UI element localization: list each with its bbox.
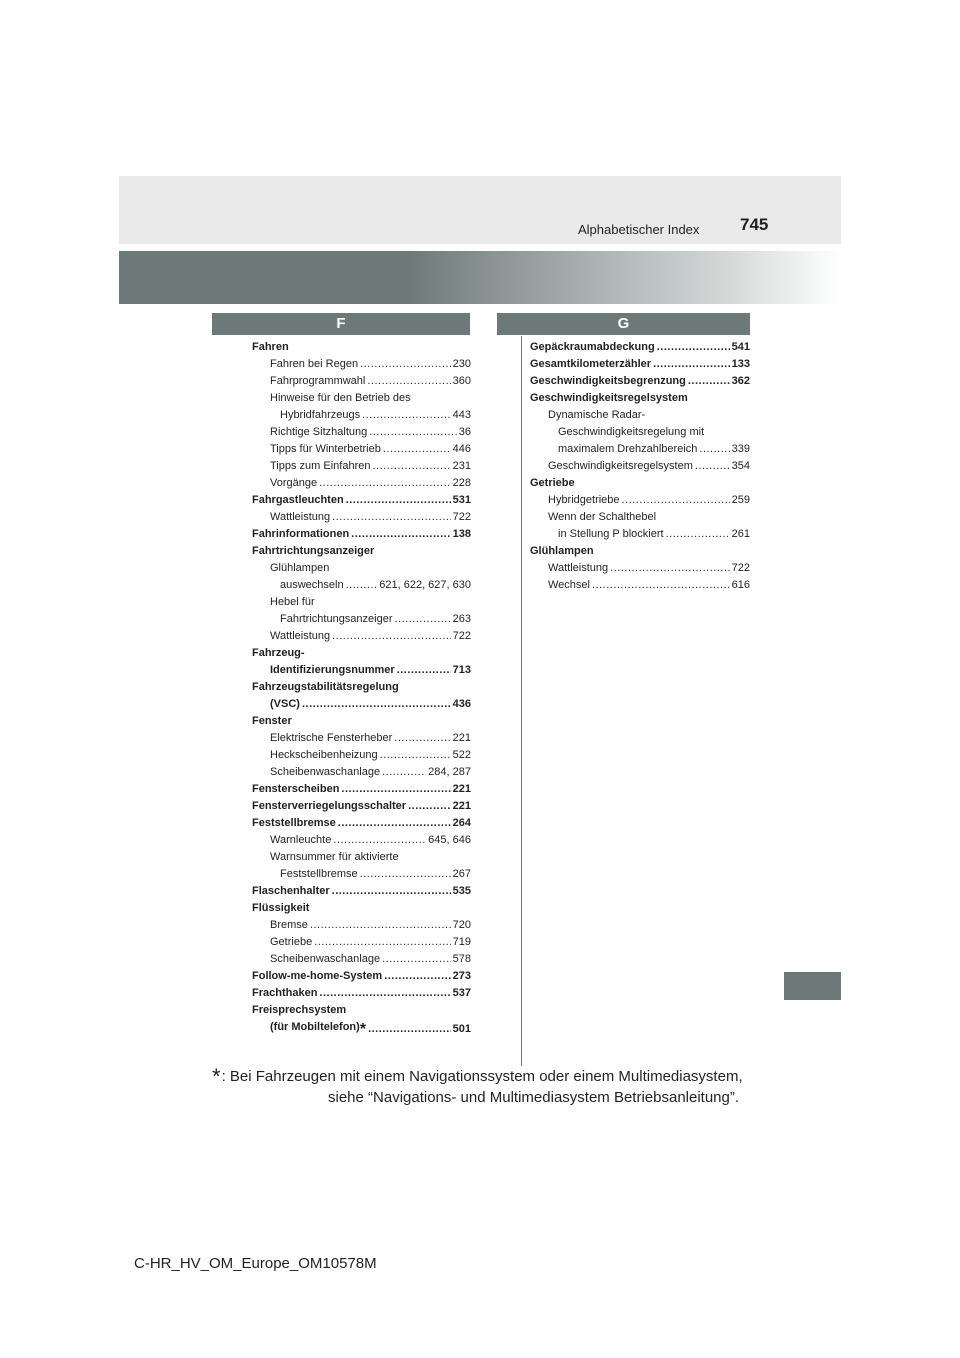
leader-dots	[332, 628, 451, 645]
index-entry	[252, 696, 471, 713]
index-term: (für Mobiltelefon)*	[270, 1021, 367, 1038]
index-entry	[252, 849, 471, 866]
index-term: Wattleistung	[548, 562, 609, 574]
index-entry	[530, 356, 750, 373]
leader-dots	[688, 373, 730, 390]
index-page-ref: 231	[452, 460, 471, 472]
section-tab-marker	[784, 972, 841, 1000]
index-term: Vorgänge	[270, 477, 318, 489]
index-page-ref: 720	[452, 919, 471, 931]
index-entry	[252, 662, 471, 679]
index-entry	[252, 985, 471, 1002]
index-entry	[252, 577, 471, 594]
index-entry	[252, 730, 471, 747]
leader-dots	[341, 781, 450, 798]
index-term: Geschwindigkeitsregelsystem	[548, 460, 693, 472]
leader-dots	[368, 1021, 451, 1038]
index-term: Wenn der Schalthebel	[548, 511, 657, 523]
index-page-ref: 531	[452, 494, 471, 506]
index-entry	[530, 373, 750, 390]
index-entry	[530, 526, 750, 543]
index-term: Wattleistung	[270, 630, 331, 642]
index-term: Wattleistung	[270, 511, 331, 523]
index-term: maximalem Drehzahlbereich	[558, 443, 698, 455]
index-entry	[252, 509, 471, 526]
index-term: Fahren bei Regen	[270, 358, 359, 370]
decorative-gradient-bar	[119, 251, 841, 304]
index-term: Fenster	[252, 715, 292, 727]
index-page-ref: 263	[452, 613, 471, 625]
index-term: Elektrische Fensterheber	[270, 732, 393, 744]
leader-dots	[346, 577, 378, 594]
index-term: (VSC)	[270, 698, 300, 710]
index-entry	[252, 628, 471, 645]
index-entry	[252, 781, 471, 798]
column-header-g: G	[497, 313, 750, 335]
index-entry	[252, 560, 471, 577]
index-page-ref: 616	[731, 579, 750, 591]
footnote	[212, 1066, 750, 1108]
index-page-ref: 138	[452, 528, 471, 540]
index-page-ref: 537	[452, 987, 471, 999]
index-page-ref: 722	[731, 562, 750, 574]
column-divider	[521, 336, 522, 1066]
index-term: Glühlampen	[270, 562, 330, 574]
index-entry	[252, 866, 471, 883]
index-column-right	[530, 339, 750, 594]
index-page-ref: 259	[731, 494, 750, 506]
index-term: Warnleuchte	[270, 834, 332, 846]
index-entry	[252, 747, 471, 764]
index-page-ref: 264	[452, 817, 471, 829]
index-page-ref: 230	[452, 358, 471, 370]
index-term: Heckscheibenheizung	[270, 749, 378, 761]
leader-dots	[397, 662, 451, 679]
leader-dots	[332, 509, 451, 526]
index-entry	[252, 832, 471, 849]
leader-dots	[408, 798, 451, 815]
index-term: Fahrzeug-	[252, 647, 305, 659]
index-entry	[530, 441, 750, 458]
leader-dots	[610, 560, 730, 577]
index-entry	[530, 390, 750, 407]
leader-dots	[333, 832, 426, 849]
index-term: Fahren	[252, 341, 289, 353]
index-page-ref: 446	[452, 443, 471, 455]
index-term: Getriebe	[270, 936, 313, 948]
index-term: Tipps zum Einfahren	[270, 460, 371, 472]
leader-dots	[657, 339, 730, 356]
leader-dots	[338, 815, 451, 832]
leader-dots	[372, 458, 450, 475]
leader-dots	[622, 492, 730, 509]
index-entry	[252, 441, 471, 458]
index-page-ref: 436	[452, 698, 471, 710]
footnote-line-1: *: Bei Fahrzeugen mit einem Navigationssystem oder einem Multimediasystem,	[212, 1064, 743, 1089]
leader-dots	[666, 526, 730, 543]
index-term: Fahrtrichtungsanzeiger	[252, 545, 375, 557]
index-entry	[530, 424, 750, 441]
leader-dots	[319, 985, 450, 1002]
leader-dots	[319, 475, 451, 492]
index-term: in Stellung P blockiert	[558, 528, 664, 540]
index-entry	[252, 339, 471, 356]
index-page-ref: 36	[458, 426, 471, 438]
leader-dots	[332, 883, 451, 900]
leader-dots	[653, 356, 730, 373]
index-term: Scheibenwaschanlage	[270, 953, 381, 965]
index-page-ref: 273	[452, 970, 471, 982]
index-term: Frachthaken	[252, 987, 318, 999]
leader-dots	[695, 458, 730, 475]
index-page-ref: 535	[452, 885, 471, 897]
index-term: Fensterverriegelungsschalter	[252, 800, 407, 812]
leader-dots	[314, 934, 450, 951]
index-term: Feststellbremse	[280, 868, 358, 880]
index-entry	[252, 764, 471, 781]
index-page-ref: 133	[731, 358, 750, 370]
document-id: C-HR_HV_OM_Europe_OM10578M	[134, 1255, 377, 1272]
index-term: Warnsummer für aktivierte	[270, 851, 399, 863]
index-page-ref: 267	[452, 868, 471, 880]
leader-dots	[382, 764, 426, 781]
leader-dots	[360, 866, 451, 883]
index-entry	[252, 390, 471, 407]
index-term: Gepäckraumabdeckung	[530, 341, 655, 353]
index-page-ref: 722	[452, 511, 471, 523]
index-term: Hebel für	[270, 596, 315, 608]
index-term: Bremse	[270, 919, 308, 931]
index-entry	[252, 424, 471, 441]
index-entry	[252, 407, 471, 424]
index-entry	[252, 934, 471, 951]
index-page-ref: 621, 622, 627, 630	[379, 579, 471, 591]
index-term: Identifizierungsnummer	[270, 664, 395, 676]
index-term: Glühlampen	[530, 545, 594, 557]
leader-dots	[382, 951, 451, 968]
index-page-ref: 578	[452, 953, 471, 965]
index-term: Getriebe	[530, 477, 575, 489]
index-page-ref: 284, 287	[428, 766, 471, 778]
index-term: Flüssigkeit	[252, 902, 310, 914]
index-entry	[252, 679, 471, 696]
leader-dots	[310, 917, 451, 934]
index-term: Fahrgastleuchten	[252, 494, 344, 506]
index-term: Fahrzeugstabilitätsregelung	[252, 681, 399, 693]
column-header-f: F	[212, 313, 470, 335]
index-page-ref: 228	[452, 477, 471, 489]
index-term: Gesamtkilometerzähler	[530, 358, 652, 370]
index-term: Hybridfahrzeugs	[280, 409, 361, 421]
index-entry	[252, 1019, 471, 1038]
index-term: Dynamische Radar-	[548, 409, 646, 421]
index-entry	[530, 560, 750, 577]
index-entry	[252, 645, 471, 662]
leader-dots	[360, 356, 451, 373]
index-entry	[252, 594, 471, 611]
index-entry	[530, 543, 750, 560]
index-entry	[252, 968, 471, 985]
leader-dots	[302, 696, 451, 713]
index-entry	[530, 509, 750, 526]
leader-dots	[395, 611, 451, 628]
leader-dots	[362, 407, 451, 424]
index-column-left	[252, 339, 471, 1038]
index-entry	[252, 611, 471, 628]
index-page-ref: 339	[731, 443, 750, 455]
index-entry	[530, 577, 750, 594]
leader-dots	[380, 747, 451, 764]
index-term: Fahrprogrammwahl	[270, 375, 366, 387]
index-term: Geschwindigkeitsbegrenzung	[530, 375, 686, 387]
index-term: Follow-me-home-System	[252, 970, 383, 982]
leader-dots	[384, 968, 450, 985]
index-entry	[252, 356, 471, 373]
index-entry	[530, 475, 750, 492]
leader-dots	[383, 441, 451, 458]
index-page-ref: 443	[452, 409, 471, 421]
leader-dots	[367, 373, 450, 390]
index-page-ref: 221	[452, 732, 471, 744]
index-page-ref: 362	[731, 375, 750, 387]
leader-dots	[369, 424, 457, 441]
index-page-ref: 719	[452, 936, 471, 948]
index-page-ref: 221	[452, 800, 471, 812]
index-term: Scheibenwaschanlage	[270, 766, 381, 778]
index-term: Richtige Sitzhaltung	[270, 426, 368, 438]
index-entry	[252, 1002, 471, 1019]
index-entry	[252, 951, 471, 968]
index-term: Hinweise für den Betrieb des	[270, 392, 411, 404]
index-term: Fahrtrichtungsanzeiger	[280, 613, 393, 625]
leader-dots	[346, 492, 451, 509]
index-term: Wechsel	[548, 579, 590, 591]
leader-dots	[351, 526, 450, 543]
index-entry	[252, 492, 471, 509]
index-term: Flaschenhalter	[252, 885, 330, 897]
index-page-ref: 522	[452, 749, 471, 761]
index-page-ref: 360	[452, 375, 471, 387]
index-entry	[530, 492, 750, 509]
index-page-ref: 501	[452, 1023, 471, 1035]
index-term: Geschwindigkeitsregelung mit	[558, 426, 705, 438]
section-title: Alphabetischer Index	[578, 222, 700, 237]
leader-dots	[592, 577, 730, 594]
index-term: Fensterscheiben	[252, 783, 340, 795]
footnote-line-2: siehe “Navigations- und Multimediasystem Betriebsanleitung”.	[328, 1089, 740, 1106]
index-term: auswechseln	[280, 579, 344, 591]
index-entry	[252, 883, 471, 900]
index-entry	[252, 917, 471, 934]
index-page-ref: 645, 646	[428, 834, 471, 846]
index-entry	[252, 543, 471, 560]
index-entry	[252, 815, 471, 832]
index-term: Tipps für Winterbetrieb	[270, 443, 381, 455]
index-term: Hybridgetriebe	[548, 494, 620, 506]
index-term: Fahrinformationen	[252, 528, 350, 540]
index-entry	[252, 373, 471, 390]
footnote-marker: *	[359, 1021, 367, 1038]
index-entry	[530, 339, 750, 356]
index-entry	[252, 475, 471, 492]
index-term: Feststellbremse	[252, 817, 336, 829]
header-bar	[119, 176, 841, 244]
index-entry	[530, 407, 750, 424]
leader-dots	[699, 441, 729, 458]
index-entry	[530, 458, 750, 475]
index-entry	[252, 458, 471, 475]
footnote-star: *	[212, 1064, 221, 1089]
index-term: Geschwindigkeitsregelsystem	[530, 392, 688, 404]
leader-dots	[394, 730, 450, 747]
index-page-ref: 541	[731, 341, 750, 353]
index-page-ref: 722	[452, 630, 471, 642]
index-term: Freisprechsystem	[252, 1004, 347, 1016]
page-number: 745	[740, 215, 769, 234]
index-page-ref: 354	[731, 460, 750, 472]
index-page-ref: 261	[731, 528, 750, 540]
index-page-ref: 713	[452, 664, 471, 676]
index-entry	[252, 526, 471, 543]
index-entry	[252, 900, 471, 917]
index-entry	[252, 713, 471, 730]
index-page-ref: 221	[452, 783, 471, 795]
index-entry	[252, 798, 471, 815]
